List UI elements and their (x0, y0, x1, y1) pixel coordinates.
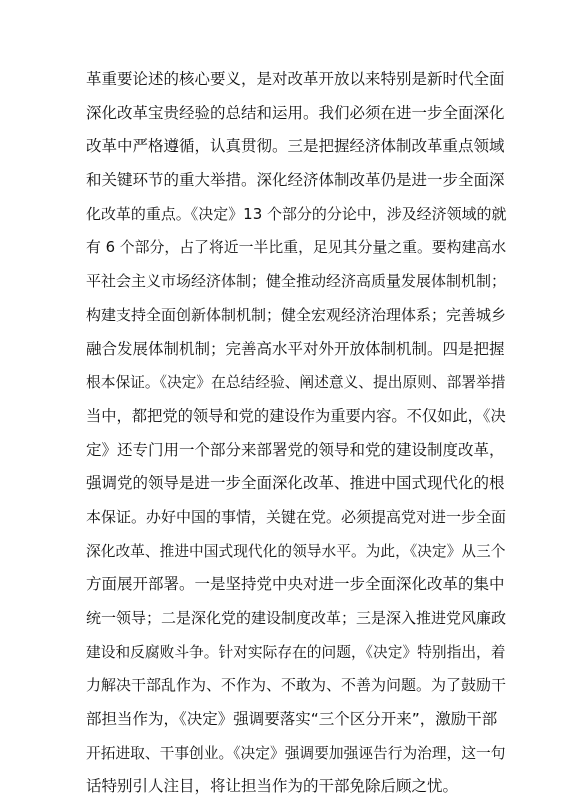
text-line: 开拓进取、干事创业。《决定》强调要加强诬告行为治理，这一句 (86, 744, 506, 762)
body-text (86, 63, 506, 804)
text-line: 定》还专门用一个部分来部署党的领导和党的建设制度改革， (86, 440, 505, 459)
text-line: 平社会主义市场经济体制；健全推动经济高质量发展体制机制； (86, 272, 506, 291)
text-line: 方面展开部署。一是坚持党中央对进一步全面深化改革的集中 (86, 575, 505, 594)
text-line: 深化改革、推进中国式现代化的领导水平。为此，《决定》从三个 (86, 542, 506, 560)
text-line: 当中，都把党的领导和党的建设作为重要内容。不仅如此，《决 (86, 406, 506, 425)
text-line: 改革中严格遵循，认真贯彻。三是把握经济体制改革重点领域 (86, 137, 505, 156)
text-line: 有 6 个部分，占了将近一半比重，足见其分量之重。要构建高水 (86, 238, 506, 257)
text-line: 力解决干部乱作为、不作为、不敢为、不善为问题。为了鼓励干 (86, 676, 506, 695)
text-line: 本保证。办好中国的事情，关键在党。必须提高党对进一步全面 (86, 507, 506, 526)
text-line: 融合发展体制机制；完善高水平对外开放体制机制。四是把握 (86, 339, 505, 358)
text-line: 深化改革宝贵经验的总结和运用。我们必须在进一步全面深化 (86, 103, 505, 122)
text-line: 化改革的重点。《决定》13 个部分的分论中，涉及经济领域的就 (86, 204, 506, 223)
text-line: 建设和反腐败斗争。针对实际存在的问题，《决定》特别指出，着 (86, 643, 506, 661)
text-line: 话特别引人注目，将让担当作为的干部免除后顾之忧。 (86, 777, 459, 796)
text-line: 革重要论述的核心要义，是对改革开放以来特别是新时代全面 (86, 70, 505, 88)
text-line: 构建支持全面创新体制机制；健全宏观经济治理体系；完善城乡 (86, 305, 506, 324)
text-line: 和关键环节的重大举措。深化经济体制改革仍是进一步全面深 (86, 171, 505, 190)
text-line: 强调党的领导是进一步全面深化改革、推进中国式现代化的根 (86, 474, 505, 493)
text-line: 根本保证。《决定》在总结经验、阐述意义、提出原则、部署举措 (86, 374, 506, 392)
text-line: 部担当作为，《决定》强调要落实“三个区分开来”，激励干部 (86, 710, 498, 729)
text-line: 统一领导；二是深化党的建设制度改革；三是深入推进党风廉政 (86, 609, 506, 627)
